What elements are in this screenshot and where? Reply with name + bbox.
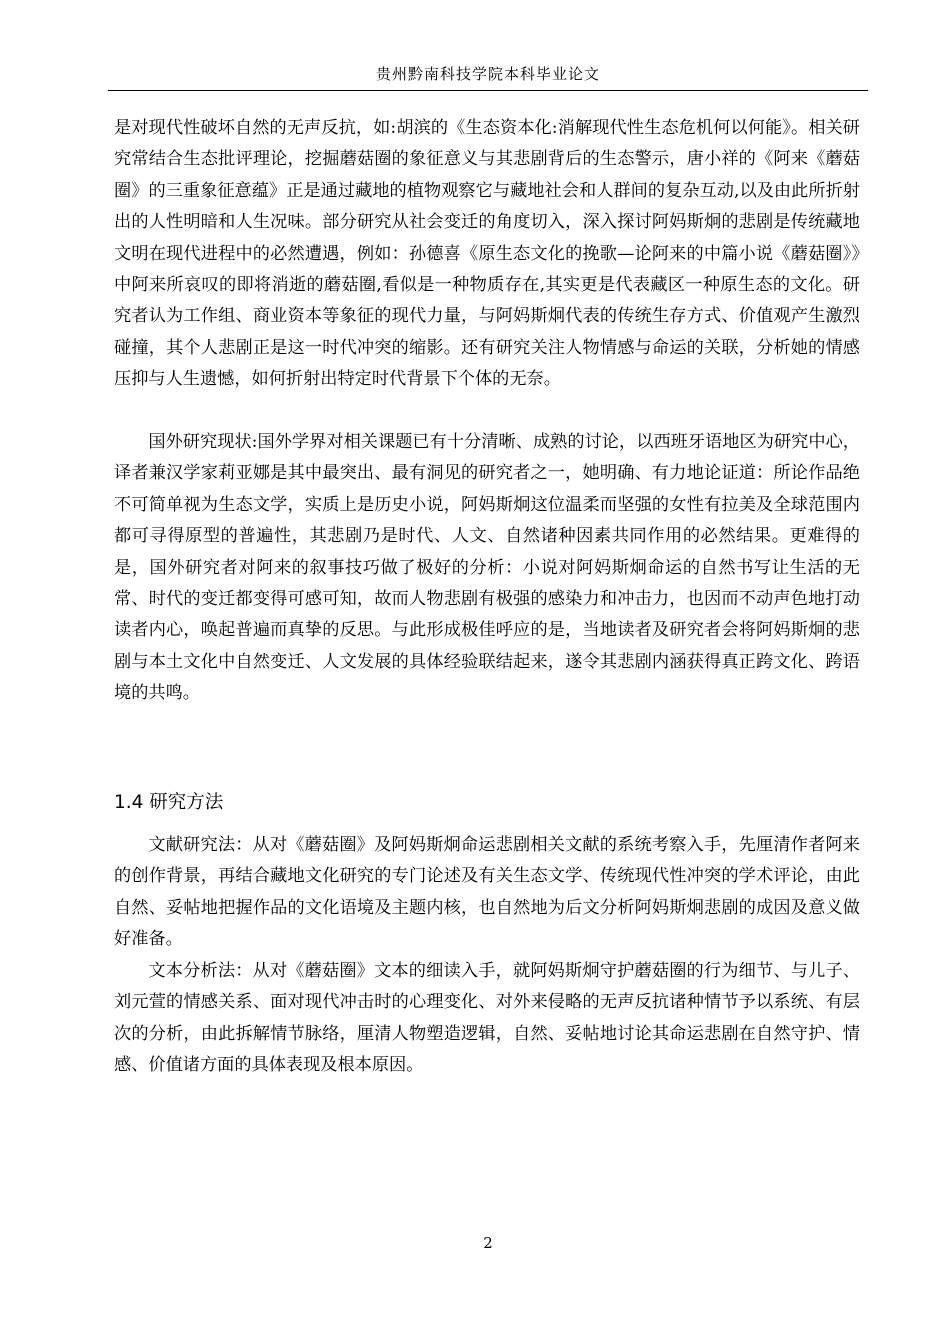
paragraph-text: 文本分析法：从对《蘑菇圈》文本的细读入手，就阿妈斯炯守护蘑菇圈的行为细节、与儿子、刘元萱的情感关系、面对现代冲击时的心理变化、对外来侵略的无声反抗诸种情节予以系统、有层次的分析，由此拆解情节脉络，厘清人物塑造逻辑，自然、妥帖地讨论其命运悲剧在自然守护、情感、价值诸方面的具体表现及根本原因。 bbox=[114, 961, 860, 1076]
body-paragraph-continued bbox=[114, 113, 860, 396]
body-paragraph-text-analysis-method bbox=[114, 956, 860, 1082]
paragraph-text: 文献研究法：从对《蘑菇圈》及阿妈斯炯命运悲剧相关文献的系统考察入手，先厘清作者阿来的创作背景，再结合藏地文化研究的专门论述及有关生态文学、传统现代性冲突的学术评论，由此自然、妥帖地把握作品的文化语境及主题内核，也自然地为后文分析阿妈斯炯悲剧的成因及意义做好准备。 bbox=[114, 835, 860, 950]
paragraph-text: 国外研究现状:国外学界对相关课题已有十分清晰、成熟的讨论，以西班牙语地区为研究中心，译者兼汉学家莉亚娜是其中最突出、最有洞见的研究者之一，她明确、有力地论证道：所论作品绝不可简单视为生态文学，实质上是历史小说，阿妈斯炯这位温柔而坚强的女性有拉美及全球范围内都可寻得原型的普遍性，其悲剧乃是时代、人文、自然诸种因素共同作用的必然结果。更难得的是，国外研究者对阿来的叙事技巧做了极好的分析：小说对阿妈斯炯命运的自然书写让生活的无常、时代的变迁都变得可感可知，故而人物悲剧有极强的感染力和冲击力，也因而不动声色地打动读者内心，唤起普遍而真挚的反思。与此形成极佳呼应的是，当地读者及研究者会将阿妈斯炯的悲剧与本土文化中自然变迁、人文发展的具体经验联结起来，遂令其悲剧内涵获得真正跨文化、跨语境的共鸣。 bbox=[114, 432, 860, 704]
section-heading: 1.4 研究方法 bbox=[114, 792, 224, 813]
page-number: 2 bbox=[483, 1234, 493, 1252]
body-paragraph-foreign-research bbox=[114, 427, 860, 710]
paragraph-text: 是对现代性破坏自然的无声反抗，如:胡滨的《生态资本化:消解现代性生态危机何以何能》。相关研究常结合生态批评理论，挖掘蘑菇圈的象征意义与其悲剧背后的生态警示，唐小祥的《阿来《蘑菇圈》的三重象征意蕴》正是通过藏地的植物观察它与藏地社会和人群间的复杂互动,以及由此所折射出的人性明暗和人生况味。部分研究从社会变迁的角度切入，深入探讨阿妈斯炯的悲剧是传统藏地文明在现代进程中的必然遭遇，例如：孙德喜《原生态文化的挽歌—论阿来的中篇小说《蘑菇圈》》中阿来所哀叹的即将消逝的蘑菇圈,看似是一种物质存在,其实更是代表藏区一种原生态的文化。研究者认为工作组、商业资本等象征的现代力量，与阿妈斯炯代表的传统生存方式、价值观产生激烈碰撞，其个人悲剧正是这一时代冲突的缩影。还有研究关注人物情感与命运的关联，分析她的情感压抑与人生遗憾，如何折射出特定时代背景下个体的无奈。 bbox=[114, 118, 860, 390]
running-header: 贵州黔南科技学院本科毕业论文 bbox=[375, 65, 600, 83]
body-paragraph-literature-method bbox=[114, 830, 860, 956]
header-divider bbox=[108, 90, 868, 91]
